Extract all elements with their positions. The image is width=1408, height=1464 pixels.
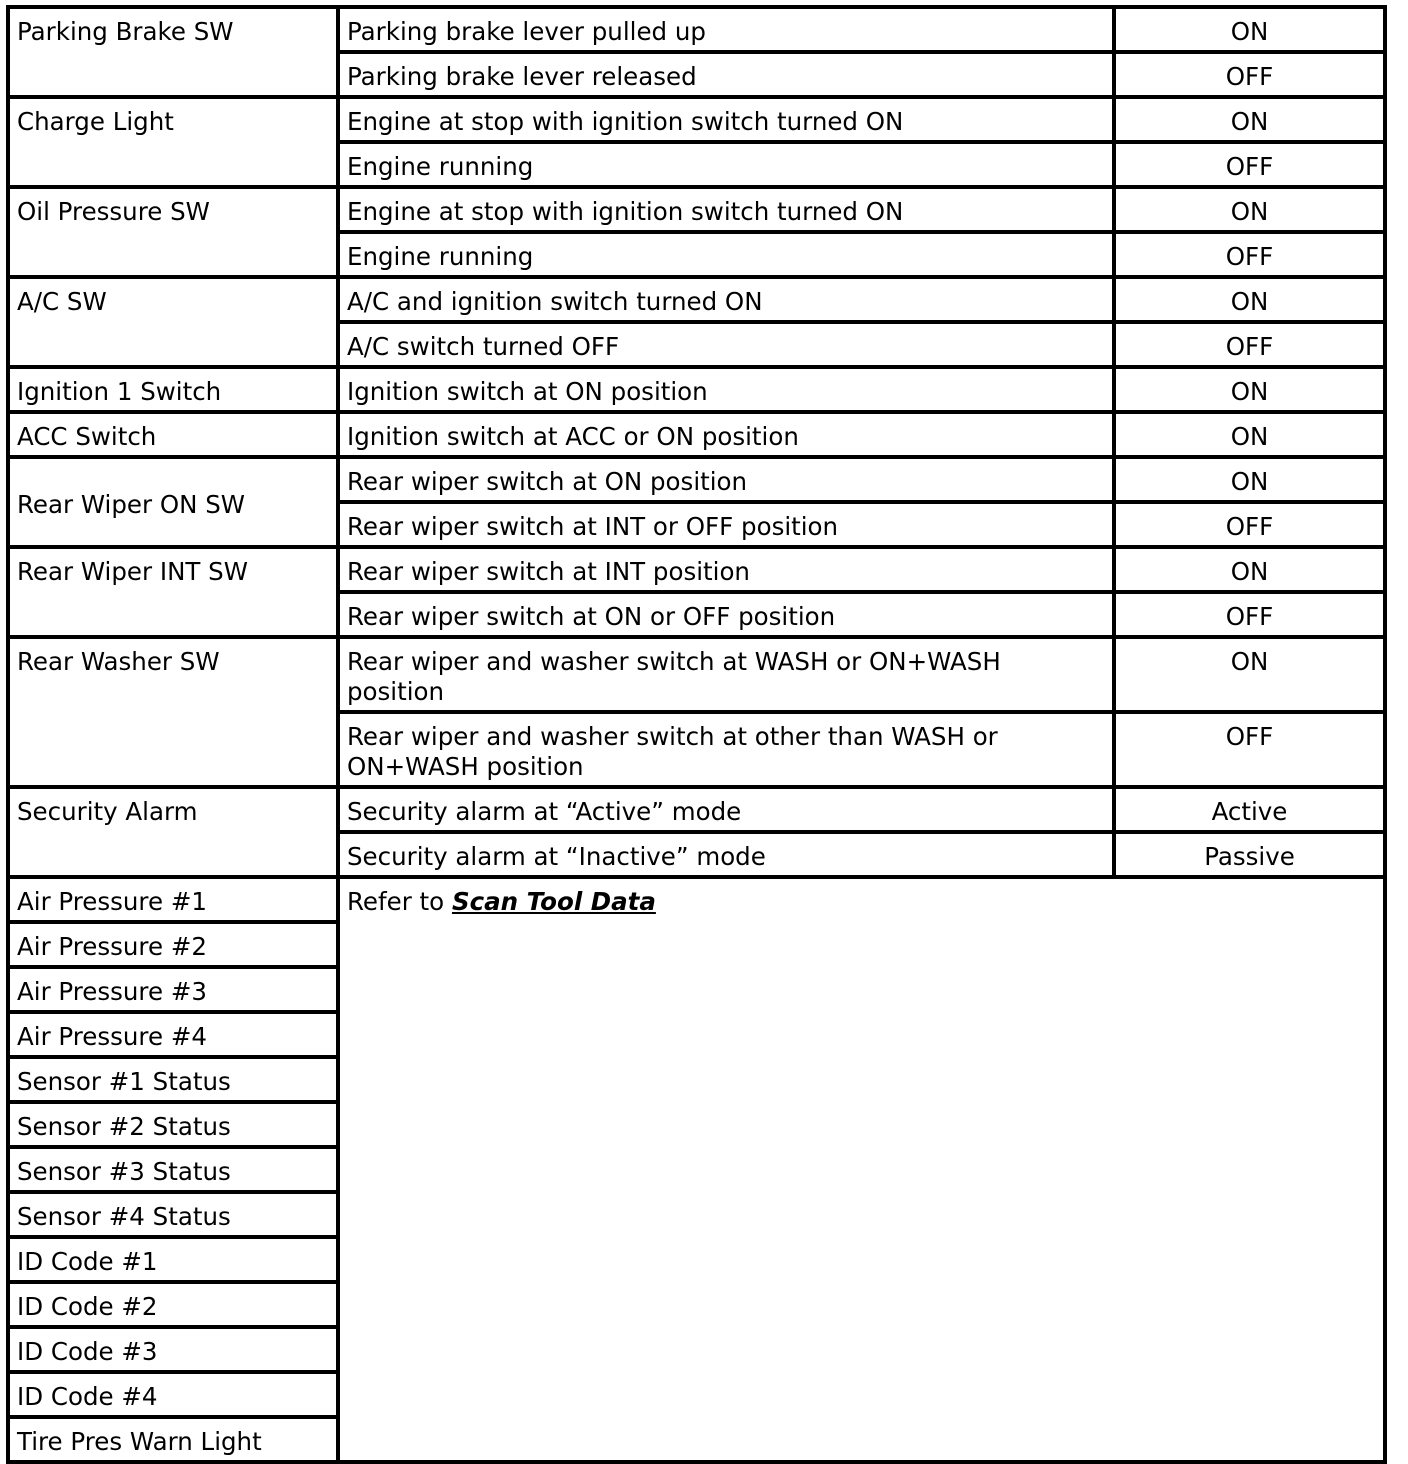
condition-cell: A/C switch turned OFF (338, 322, 1114, 367)
condition-cell: Rear wiper switch at ON or OFF position (338, 592, 1114, 637)
condition-cell: Parking brake lever released (338, 52, 1114, 97)
condition-cell: Rear wiper and washer switch at other than WASH or ON+WASH position (338, 712, 1114, 787)
scan-item-cell: ID Code #3 (8, 1327, 338, 1372)
condition-cell: Rear wiper switch at INT or OFF position (338, 502, 1114, 547)
condition-cell: Engine running (338, 232, 1114, 277)
item-cell: Ignition 1 Switch (8, 367, 338, 412)
item-cell: ACC Switch (8, 412, 338, 457)
item-cell: A/C SW (8, 277, 338, 367)
state-cell: OFF (1114, 592, 1385, 637)
condition-cell: Engine at stop with ignition switch turned ON (338, 97, 1114, 142)
condition-cell: Ignition switch at ON position (338, 367, 1114, 412)
scan-item-cell: Sensor #1 Status (8, 1057, 338, 1102)
scan-tool-table (6, 5, 1387, 1464)
state-cell: ON (1114, 457, 1385, 502)
item-cell: Charge Light (8, 97, 338, 187)
table-row (8, 637, 1385, 712)
condition-cell: Rear wiper and washer switch at WASH or ON+WASH position (338, 637, 1114, 712)
scan-item-cell: Tire Pres Warn Light (8, 1417, 338, 1462)
table-row (8, 187, 1385, 232)
scan-item-cell: Sensor #4 Status (8, 1192, 338, 1237)
scan-item-cell: Air Pressure #4 (8, 1012, 338, 1057)
table-row (8, 547, 1385, 592)
item-cell: Rear Wiper ON SW (8, 457, 338, 547)
refer-cell (338, 877, 1385, 1462)
condition-cell: A/C and ignition switch turned ON (338, 277, 1114, 322)
scan-item-cell: Air Pressure #1 (8, 877, 338, 922)
state-cell: ON (1114, 637, 1385, 712)
condition-cell: Security alarm at “Active” mode (338, 787, 1114, 832)
table-row (8, 412, 1385, 457)
scan-item-cell: ID Code #1 (8, 1237, 338, 1282)
state-cell: ON (1114, 277, 1385, 322)
item-cell: Security Alarm (8, 787, 338, 877)
state-cell: ON (1114, 547, 1385, 592)
state-cell: OFF (1114, 52, 1385, 97)
state-cell: Active (1114, 787, 1385, 832)
scan-item-cell: Sensor #2 Status (8, 1102, 338, 1147)
scan-item-cell: ID Code #4 (8, 1372, 338, 1417)
table-row (8, 97, 1385, 142)
state-cell: ON (1114, 187, 1385, 232)
state-cell: OFF (1114, 712, 1385, 787)
condition-cell: Rear wiper switch at INT position (338, 547, 1114, 592)
condition-cell: Security alarm at “Inactive” mode (338, 832, 1114, 877)
state-cell: OFF (1114, 142, 1385, 187)
condition-cell: Ignition switch at ACC or ON position (338, 412, 1114, 457)
table-row (8, 877, 1385, 922)
state-cell: ON (1114, 412, 1385, 457)
scan-item-cell: Sensor #3 Status (8, 1147, 338, 1192)
condition-cell: Engine running (338, 142, 1114, 187)
scan-tool-data-link[interactable]: Scan Tool Data (451, 887, 656, 916)
condition-cell: Rear wiper switch at ON position (338, 457, 1114, 502)
state-cell: Passive (1114, 832, 1385, 877)
table-row (8, 457, 1385, 502)
state-cell: ON (1114, 367, 1385, 412)
condition-cell: Engine at stop with ignition switch turned ON (338, 187, 1114, 232)
state-cell: OFF (1114, 232, 1385, 277)
state-cell: OFF (1114, 322, 1385, 367)
table-row (8, 277, 1385, 322)
state-cell: ON (1114, 7, 1385, 52)
scan-item-cell: Air Pressure #2 (8, 922, 338, 967)
item-cell: Rear Washer SW (8, 637, 338, 787)
scan-item-cell: ID Code #2 (8, 1282, 338, 1327)
condition-cell: Parking brake lever pulled up (338, 7, 1114, 52)
item-cell: Parking Brake SW (8, 7, 338, 97)
scan-item-cell: Air Pressure #3 (8, 967, 338, 1012)
item-cell: Oil Pressure SW (8, 187, 338, 277)
item-cell: Rear Wiper INT SW (8, 547, 338, 637)
table-row (8, 367, 1385, 412)
table-row (8, 787, 1385, 832)
state-cell: ON (1114, 97, 1385, 142)
refer-text: Refer to (347, 887, 452, 916)
table-row (8, 7, 1385, 52)
state-cell: OFF (1114, 502, 1385, 547)
